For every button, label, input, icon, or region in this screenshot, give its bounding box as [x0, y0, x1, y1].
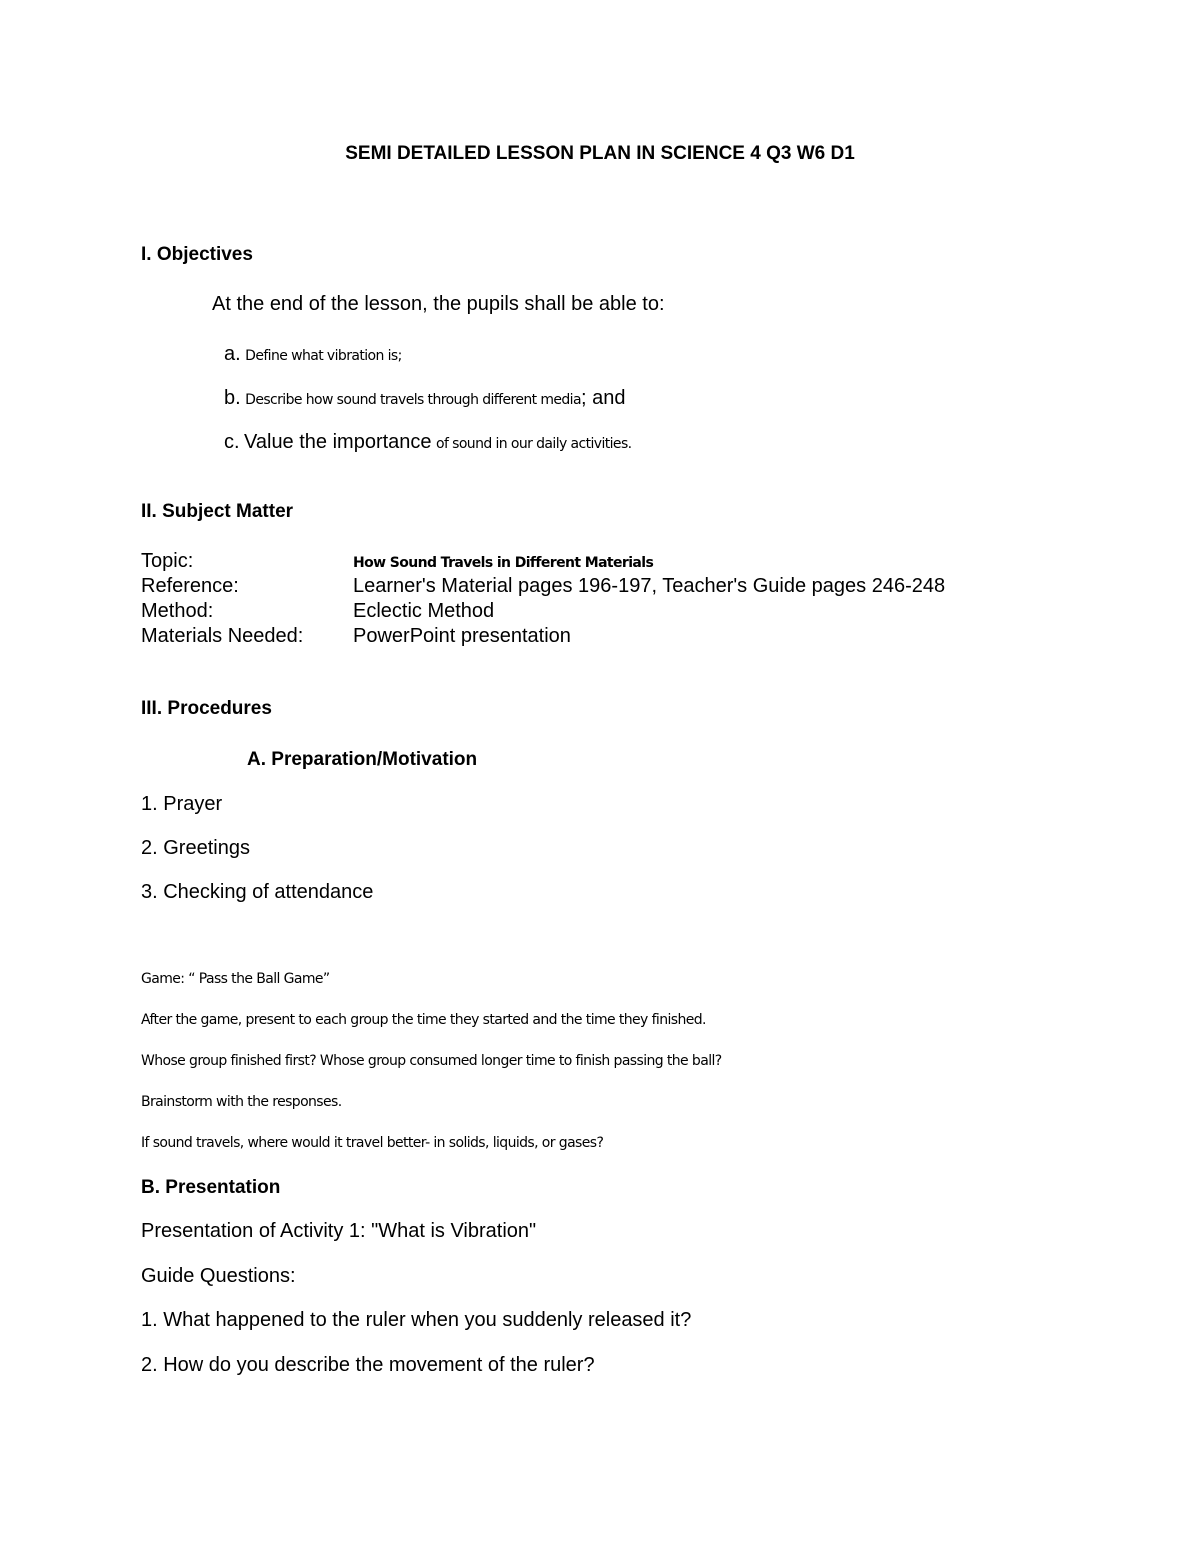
subject-row-topic — [141, 551, 653, 571]
objective-item-a — [224, 344, 402, 364]
row-value: Eclectic Method — [353, 600, 495, 622]
game-line: Whose group finished first? Whose group consumed longer time to finish passing the ball? — [141, 1053, 722, 1069]
presentation-heading: B. Presentation — [141, 1177, 281, 1198]
objective-text: Describe how sound travels through different media — [245, 392, 581, 408]
objective-suffix: ; and — [580, 387, 626, 409]
subject-row-reference — [141, 576, 945, 596]
game-line: If sound travels, where would it travel better- in solids, liquids, or gases? — [141, 1135, 604, 1151]
presentation-line: 1. What happened to the ruler when you suddenly released it? — [141, 1309, 692, 1331]
presentation-line: Guide Questions: — [141, 1265, 296, 1287]
objectives-intro: At the end of the lesson, the pupils shall be able to: — [212, 293, 665, 315]
objective-marker: c. — [224, 431, 240, 453]
game-line: After the game, present to each group the time they started and the time they finished. — [141, 1012, 706, 1028]
objective-item-c — [224, 432, 632, 452]
presentation-line: Presentation of Activity 1: "What is Vibration" — [141, 1220, 537, 1242]
objective-marker: b. — [224, 387, 241, 409]
row-label: Topic: — [141, 550, 194, 572]
prep-item: 2. Greetings — [141, 837, 250, 859]
presentation-line: 2. How do you describe the movement of the ruler? — [141, 1354, 595, 1376]
game-line: Game: “ Pass the Ball Game” — [141, 971, 330, 987]
objectives-heading: I. Objectives — [141, 244, 253, 265]
objective-text: Value the importance — [244, 431, 432, 453]
row-label: Method: — [141, 600, 214, 622]
subject-row-materials — [141, 626, 571, 646]
game-line: Brainstorm with the responses. — [141, 1094, 342, 1110]
row-value: PowerPoint presentation — [353, 625, 571, 647]
page-title: SEMI DETAILED LESSON PLAN IN SCIENCE 4 Q3 W6 D1 — [345, 143, 855, 164]
procedures-heading: III. Procedures — [141, 698, 272, 719]
subject-row-method — [141, 601, 494, 621]
objective-suffix: of sound in our daily activities. — [436, 436, 632, 452]
objective-text: Define what vibration is; — [245, 348, 402, 364]
row-value: Learner's Material pages 196-197, Teacher's Guide pages 246-248 — [353, 575, 946, 597]
row-label: Materials Needed: — [141, 625, 304, 647]
objective-marker: a. — [224, 343, 241, 365]
prep-item: 1. Prayer — [141, 793, 223, 815]
objective-item-b — [224, 388, 625, 408]
subject-matter-heading: II. Subject Matter — [141, 501, 294, 522]
preparation-heading: A. Preparation/Motivation — [247, 749, 478, 770]
row-label: Reference: — [141, 575, 239, 597]
row-value: How Sound Travels in Different Materials — [353, 555, 654, 571]
prep-item: 3. Checking of attendance — [141, 881, 374, 903]
